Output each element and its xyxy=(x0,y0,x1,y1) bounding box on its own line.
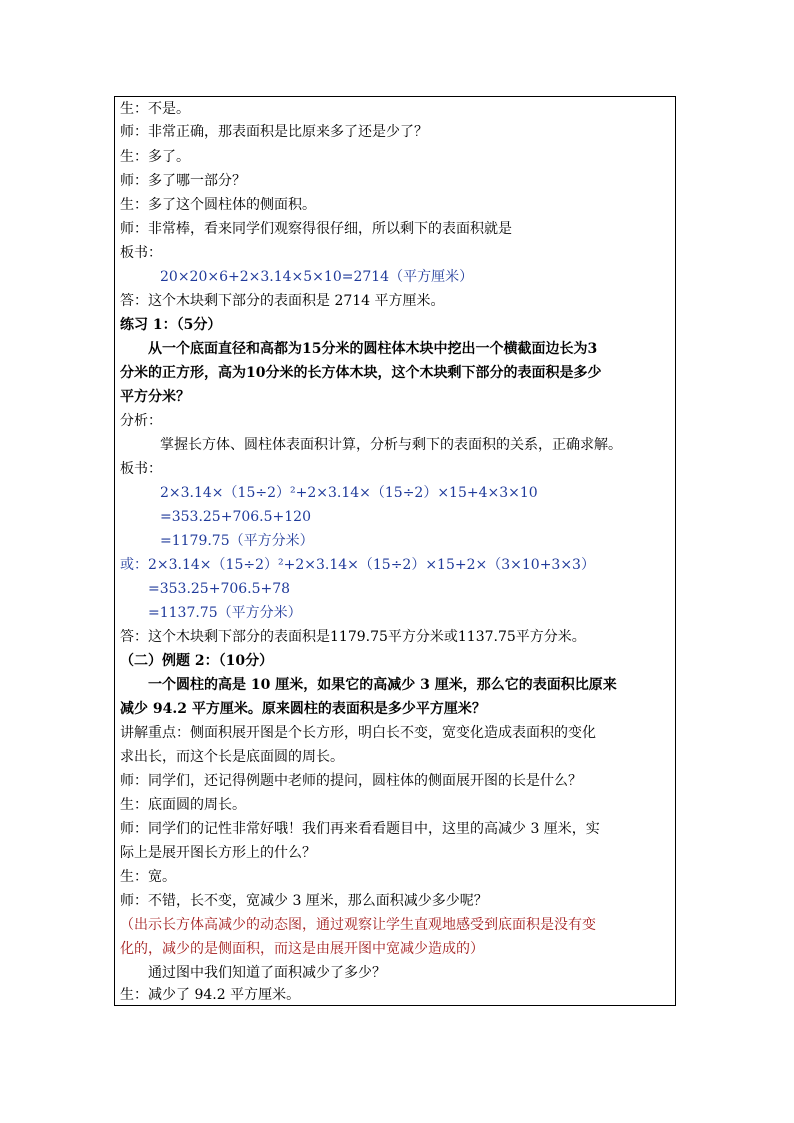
answer-line: 答：这个木块剩下部分的表面积是 2714 平方厘米。 xyxy=(120,293,445,309)
text-line: 生：多了。 xyxy=(120,149,190,165)
text-line: 师：同学们，还记得例题中老师的提问，圆柱体的侧面展开图的长是什么？ xyxy=(120,773,582,789)
board-formula: =353.25+706.5+78 xyxy=(148,581,291,597)
key-point-text: 求出长，而这个长是底面圆的周长。 xyxy=(120,749,344,765)
board-label: 板书： xyxy=(120,461,162,477)
board-formula: 或：2×3.14×（15÷2）²+2×3.14×（15÷2）×15+2×（3×10+3×3） xyxy=(120,557,595,573)
teaching-note: 化的，减少的是侧面积，而这是由展开图中宽减少造成的） xyxy=(120,941,484,957)
example-question: 一个圆柱的高是 10 厘米，如果它的高减少 3 厘米，那么它的表面积比原来 xyxy=(148,677,617,693)
board-formula: =1179.75（平方分米） xyxy=(160,533,314,549)
example-heading: （二）例题 2：（10分） xyxy=(120,653,274,669)
text-line: 生：减少了 94.2 平方厘米。 xyxy=(120,987,301,1003)
text-line: 生：宽。 xyxy=(120,869,176,885)
text-line: 通过图中我们知道了面积减少了多少？ xyxy=(148,965,386,981)
text-line: 师：同学们的记性非常好哦！我们再来看看题目中，这里的高减少 3 厘米，实 xyxy=(120,821,600,837)
board-formula: =1137.75（平方分米） xyxy=(148,605,302,621)
analysis-text: 掌握长方体、圆柱体表面积计算，分析与剩下的表面积的关系，正确求解。 xyxy=(160,437,622,453)
board-label: 板书： xyxy=(120,245,162,261)
exercise-heading: 练习 1：（5分） xyxy=(120,317,222,333)
text-line: 师：多了哪一部分？ xyxy=(120,173,246,189)
example-question: 减少 94.2 平方厘米。原来圆柱的表面积是多少平方厘米？ xyxy=(120,701,486,717)
text-line: 师：非常棒，看来同学们观察得很仔细，所以剩下的表面积就是 xyxy=(120,221,512,237)
board-formula: 2×3.14×（15÷2）²+2×3.14×（15÷2）×15+4×3×10 xyxy=(160,485,538,501)
analysis-label: 分析： xyxy=(120,413,162,429)
board-formula: 20×20×6+2×3.14×5×10=2714（平方厘米） xyxy=(160,269,474,285)
board-formula: =353.25+706.5+120 xyxy=(160,509,311,525)
text-line: 师：非常正确，那表面积是比原来多了还是少了？ xyxy=(120,124,428,140)
answer-line: 答：这个木块剩下部分的表面积是1179.75平方分米或1137.75平方分米。 xyxy=(120,629,586,645)
teaching-note: （出示长方体高减少的动态图，通过观察让学生直观地感受到底面积是没有变 xyxy=(120,917,596,933)
text-line: 师：不错，长不变，宽减少 3 厘米，那么面积减少多少呢？ xyxy=(120,893,488,909)
text-line: 生：不是。 xyxy=(120,101,190,117)
text-line: 生：多了这个圆柱体的侧面积。 xyxy=(120,197,316,213)
exercise-question: 从一个底面直径和高都为15分米的圆柱体木块中挖出一个横截面边长为3 xyxy=(148,341,598,357)
key-point-text: 讲解重点：侧面积展开图是个长方形，明白长不变，宽变化造成表面积的变化 xyxy=(120,725,596,741)
exercise-question: 分米的正方形，高为10分米的长方体木块，这个木块剩下部分的表面积是多少 xyxy=(120,365,602,381)
text-line: 际上是展开图长方形上的什么？ xyxy=(120,845,316,861)
exercise-question: 平方分米？ xyxy=(120,389,190,405)
text-line: 生：底面圆的周长。 xyxy=(120,797,246,813)
